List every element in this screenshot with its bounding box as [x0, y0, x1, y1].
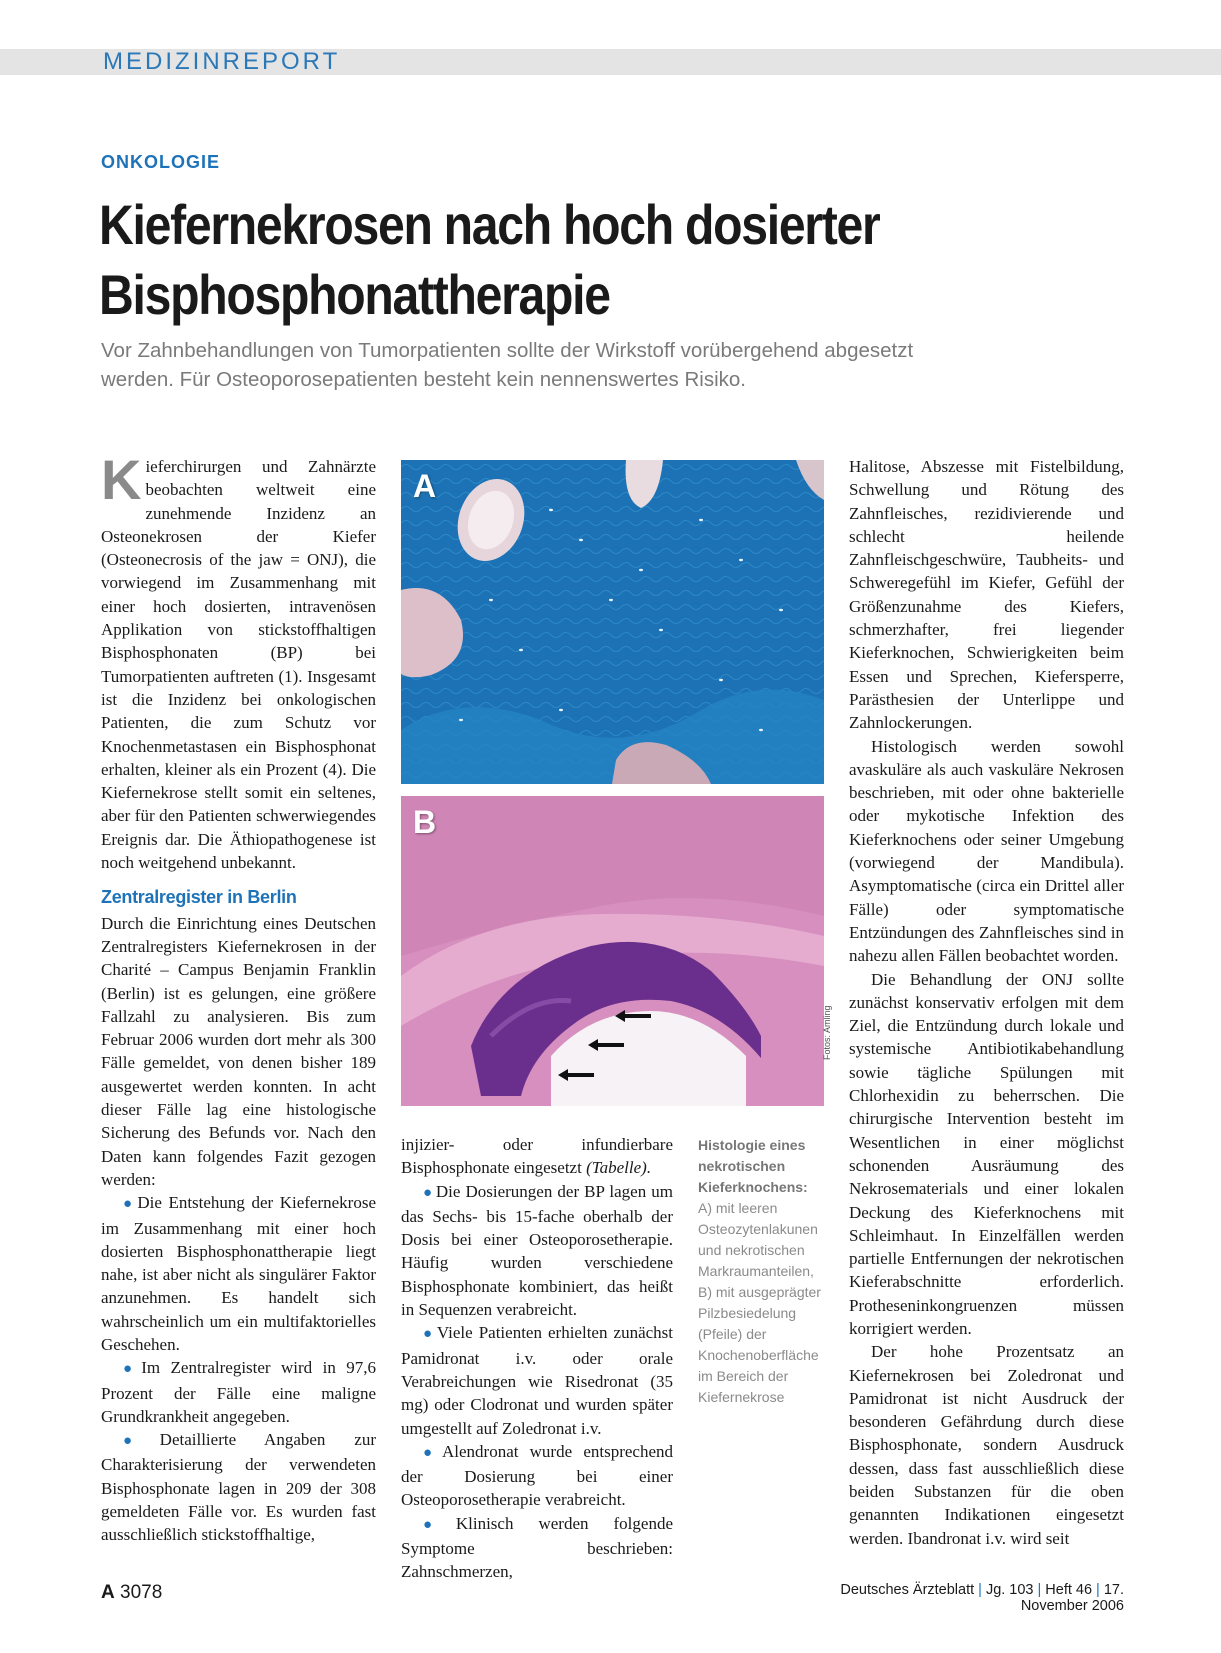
bullet-icon: ●	[423, 1444, 439, 1461]
bullet-text: Alendronat wurde entsprechend der Dosierung bei einer Osteoporosetherapie verabreicht.	[401, 1441, 674, 1510]
body-text: injizier- oder infundierbare Bisphosphonate eingesetzt	[401, 1135, 673, 1178]
body-paragraph: Durch die Einrichtung eines Deutschen Zentralregisters Kiefernekrosen in der Charité – Campus Benjamin Franklin (Berlin) ist es gelungen, eine größere Fallzahl zu analysieren. Bis zum Februar 2006 wurden dort mehr als 300 Fälle gemeldet, von denen bisher 189 ausgewertet werden konnten. In acht dieser Fälle lag eine histologische Sicherung des Befunds vor. Nach den Daten kann folgendes Fazit gezogen werden:	[101, 913, 376, 1189]
photo-credit: Fotos: Amling	[822, 1005, 832, 1060]
text-column-3	[849, 455, 1124, 1550]
intro-paragraph	[101, 448, 376, 874]
bullet-paragraph	[401, 1440, 673, 1512]
page-prefix: A	[101, 1582, 115, 1603]
bullet-text: Im Zentralregister wird in 97,6 Prozent der Fälle eine maligne Grundkrankheit angegeben.	[101, 1358, 376, 1426]
article-kicker: ONKOLOGIE	[101, 152, 221, 172]
bullet-text: Viele Patienten erhielten zunächst Pamidronat i.v. oder orale Verabreichungen wie Risedronat (35 mg) oder Clodronat und wurden später umgestellt auf Zoledronat i.v.	[401, 1323, 673, 1438]
journal-date: 17. November 2006	[1020, 1582, 1124, 1614]
bullet-icon: ●	[423, 1516, 453, 1533]
body-paragraph: Die Behandlung der ONJ sollte zunächst konservativ erfolgen mit dem Ziel, die Entzündung durch lokale und systemische Antibiotikabehandlung sowie tägliche Spülungen mit Chlorhexidin zu beherrschen. Die chirurgische Intervention besteht im Wesentlichen in einer möglichst schonenden Ausräumung des Nekrosematerials und einer lokalen Deckung des Kieferknochens mit Schleimhaut. In Einzelfällen werden partielle Entfernungen der nekrotischen Kieferabschnitte erforderlich. Protheseninkongruenzen müssen korrigiert werden.	[849, 969, 1124, 1338]
figure-label-b: B	[413, 804, 437, 840]
body-paragraph: Histologisch werden sowohl avaskuläre als auch vaskuläre Nekrosen beschrieben, mit oder ohne bakterielle oder mykotische Infektion des Kieferknochens oder seiner Umgebung (vorwiegend der Mandibula). Asymptomatische (circa ein Drittel aller Fälle) oder symptomatische Entzündungen des Zahnfleisches sind in nahezu allen Fällen beobachtet worden.	[849, 736, 1124, 966]
bullet-text: Die Entstehung der Kiefernekrose im Zusammenhang mit einer hoch dosierten Bisphosphonattherapie liegt nahe, ist aber nicht als singulärer Faktor anzunehmen. Es handelt sich wahrscheinlich um ein multifaktorielles Geschehen.	[101, 1193, 377, 1354]
histology-image-b	[401, 796, 824, 1106]
body-paragraph: Der hohe Prozentsatz an Kiefernekrosen bei Zoledronat und Pamidronat ist nicht Ausdruck der besonderen Gefährdung durch diese Bisphosphonate, sondern Ausdruck dessen, dass fast ausschließlich diese beiden Substanzen für die oben genannten Indikationen eingesetzt werden. Ibandronat i.v. wird seit	[849, 1342, 1124, 1548]
journal-name: Deutsches Ärzteblatt	[840, 1582, 975, 1598]
bullet-icon: ●	[423, 1326, 434, 1343]
section-label: MEDIZINREPORT	[103, 48, 341, 75]
text-column-1	[101, 448, 377, 1547]
page-number	[101, 1582, 162, 1604]
separator: |	[1037, 1582, 1042, 1598]
journal-volume: Jg. 103	[985, 1582, 1034, 1598]
journal-info	[784, 1582, 1124, 1614]
text-column-2	[401, 1133, 673, 1584]
figure-caption	[698, 1135, 823, 1408]
bullet-icon: ●	[123, 1196, 135, 1213]
table-reference: (Tabelle).	[586, 1158, 652, 1178]
intro-text: ieferchirurgen und Zahnärzte beobachten weltweit eine zunehmende Inzidenz an Osteonekrosen der Kiefer (Osteonecrosis of the jaw = ONJ), die vorwiegend im Zusammenhang mit einer hoch dosierten, intravenösen Applikation von stickstoffhaltigen Bisphosphonaten (BP) bei Tumorpatienten auftreten (1). Insgesamt ist die Inzidenz bei onkologischen Patienten, die zum Schutz vor Knochenmetastasen ein Bisphosphonat erhalten, kleiner als ein Prozent (4). Die Kiefernekrose stellt somit ein seltenes, aber für den Patienten schwerwiegendes Ereignis dar. Die Äthiopathogenese ist noch weitgehend unbekannt.	[101, 457, 376, 873]
article-subtitle	[101, 336, 1111, 394]
bullet-paragraph	[401, 1180, 673, 1322]
histology-a-graphic	[401, 460, 824, 784]
page-number-value: 3078	[120, 1582, 163, 1603]
subtitle-line-1: Vor Zahnbehandlungen von Tumorpatienten sollte der Wirkstoff vorübergehend abgesetzt	[101, 339, 914, 362]
bullet-paragraph	[401, 1512, 673, 1584]
histology-b-graphic	[401, 796, 824, 1106]
histology-image-a	[401, 460, 824, 784]
separator: |	[978, 1582, 982, 1598]
subtitle-line-2: werden. Für Osteoporosepatienten besteht kein nennenswertes Risiko.	[101, 368, 746, 391]
bullet-paragraph	[101, 1428, 376, 1546]
bullet-icon: ●	[423, 1184, 433, 1201]
caption-title: Histologie eines nekrotischen Kieferknochens:	[698, 1137, 808, 1195]
separator: |	[1096, 1582, 1100, 1598]
headline-line-2: Bisphosphonattherapie	[99, 263, 610, 326]
body-paragraph: Halitose, Abszesse mit Fistelbildung, Schwellung und Rötung des Zahnfleisches, rezidivierende und schlecht heilende Zahnfleischgeschwüre, Taubheits- und Schweregefühl im Kiefer, Gefühl der Größenzunahme des Kiefers, schmerzhafter, frei liegender Kieferknochen, Schwierigkeiten beim Essen und Sprechen, Kiefersperre, Parästhesien der Unterlippe und Zahnlockerungen.	[849, 457, 1124, 733]
bullet-text: Klinisch werden folgende Symptome beschrieben: Zahnschmerzen,	[401, 1513, 673, 1582]
subheading-zentralregister: Zentralregister in Berlin	[101, 887, 297, 908]
article-headline	[99, 190, 993, 330]
bullet-icon: ●	[123, 1361, 139, 1378]
bullet-paragraph	[101, 1191, 376, 1356]
bullet-icon: ●	[123, 1433, 157, 1450]
journal-issue: Heft 46	[1045, 1582, 1093, 1598]
bullet-text: Detaillierte Angaben zur Charakterisierung der verwendeten Bisphosphonate lagen in 209 der 308 gemeldeten Fälle vor. Es wurden fast ausschließlich stickstoffhaltige,	[101, 1430, 376, 1545]
figure-label-a: A	[413, 468, 437, 504]
bullet-text: Die Dosierungen der BP lagen um das Sechs- bis 15-fache oberhalb der Dosis bei einer Osteoporosetherapie. Häufig wurden verschiedene Bisphosphonate kombiniert, das heißt in Sequenzen verabreicht.	[401, 1181, 673, 1320]
bullet-paragraph	[401, 1321, 673, 1439]
drop-cap: K	[101, 448, 142, 511]
bullet-paragraph	[101, 1356, 376, 1428]
headline-line-1: Kiefernekrosen nach hoch dosierter	[99, 193, 880, 256]
body-paragraph	[401, 1133, 673, 1180]
caption-text: A) mit leeren Osteozytenlakunen und nekrotischen Markraumanteilen, B) mit ausgeprägter Pilzbesiedelung (Pfeile) der Knochenoberfläche im Bereich der Kiefernekrose	[698, 1200, 821, 1405]
